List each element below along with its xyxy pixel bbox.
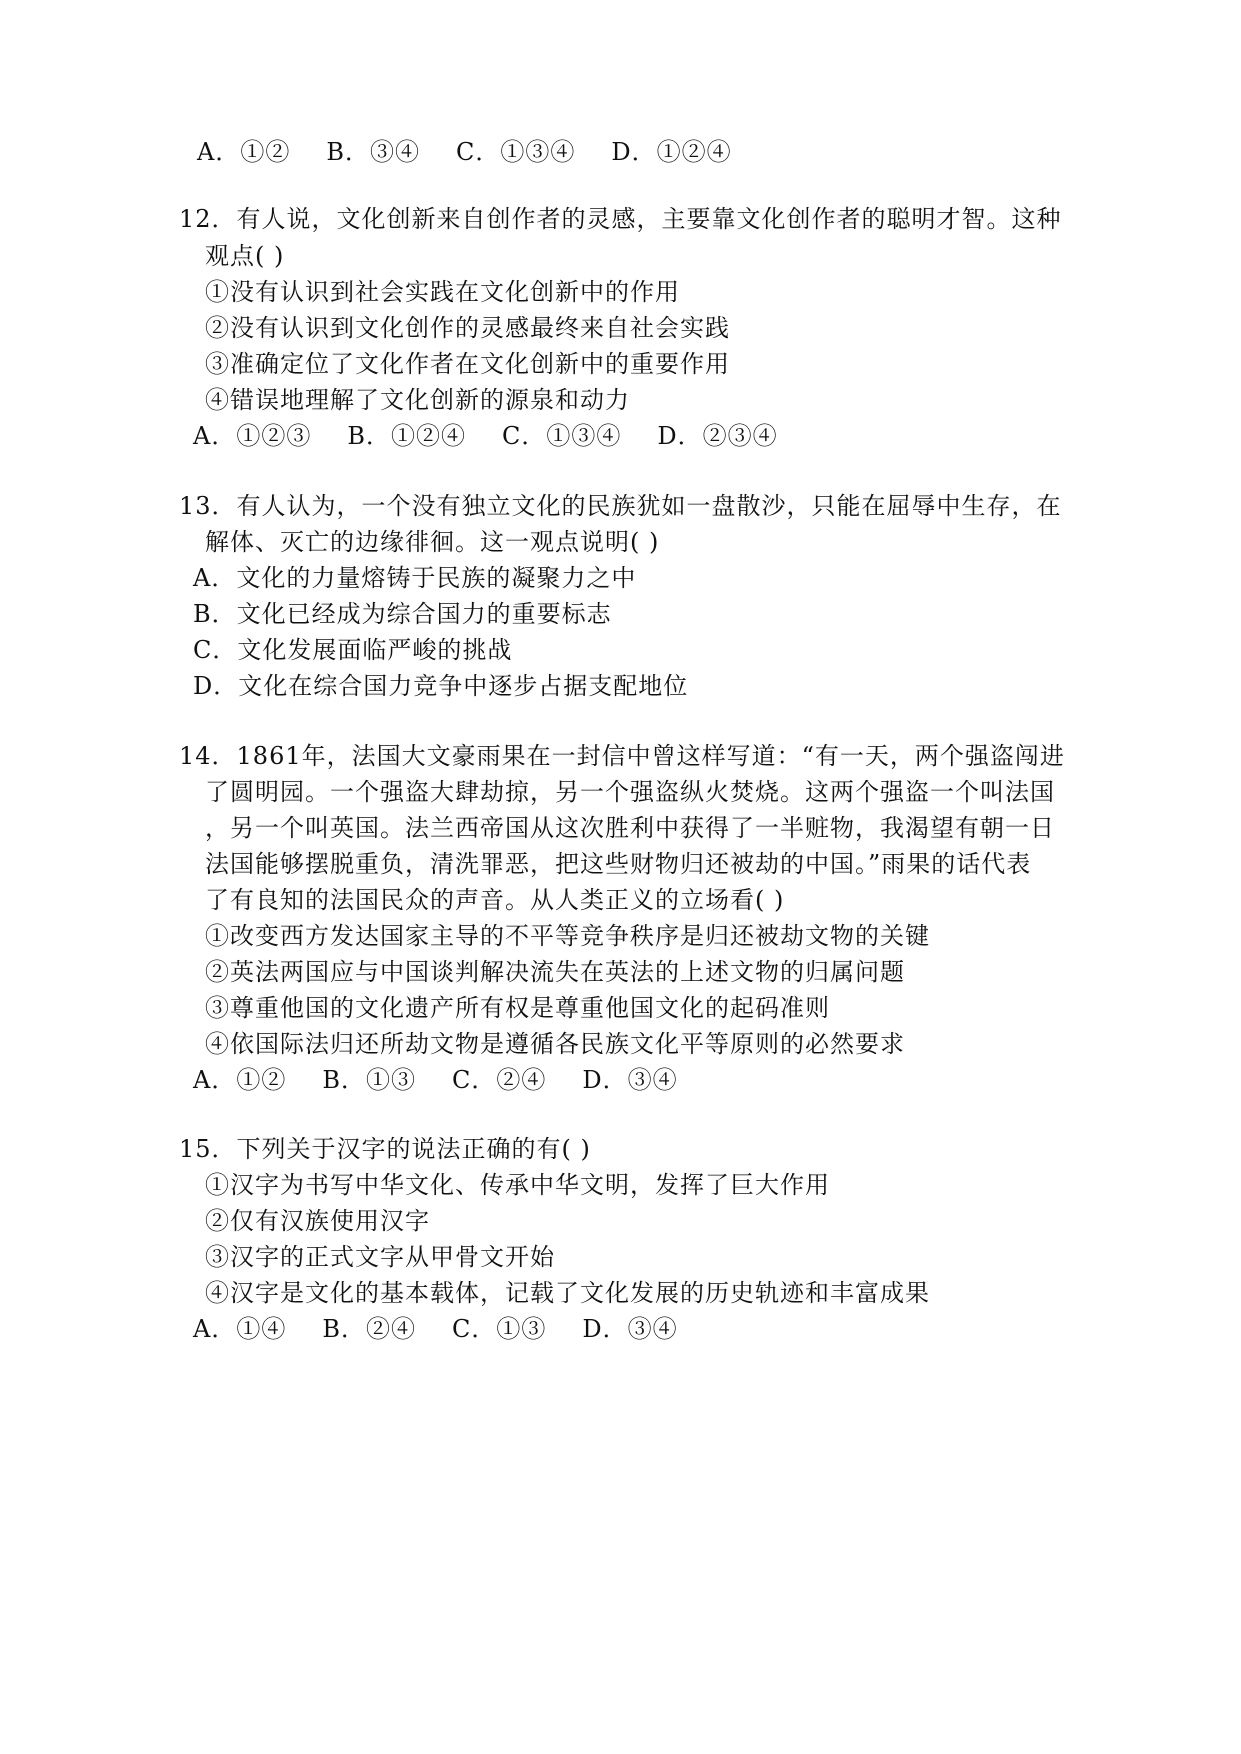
q14-option-a: A．①② — [193, 1066, 287, 1094]
q15-option-d: D．③④ — [582, 1315, 678, 1343]
q14-options — [193, 1064, 678, 1096]
q12-options — [193, 420, 778, 452]
q13-option-a: A．文化的力量熔铸于民族的凝聚力之中 — [193, 564, 637, 592]
q14-item-1: ①改变西方发达国家主导的不平等竞争秩序是归还被劫文物的关键 — [205, 922, 930, 950]
q15-option-a: A．①④ — [193, 1315, 287, 1343]
q13-stem-line-1: 13．有人认为，一个没有独立文化的民族犹如一盘散沙，只能在屈辱中生存，在 — [179, 492, 1062, 520]
q12-stem-line-2: 观点( ) — [205, 242, 285, 270]
q14-item-2: ②英法两国应与中国谈判解决流失在英法的上述文物的归属问题 — [205, 958, 905, 986]
q15-item-4: ④汉字是文化的基本载体，记载了文化发展的历史轨迹和丰富成果 — [205, 1279, 930, 1307]
q15-option-b: B．②④ — [322, 1315, 416, 1343]
q12-option-c: C．①③④ — [501, 422, 622, 450]
q12-stem-line-1: 12．有人说，文化创新来自创作者的灵感，主要靠文化创作者的聪明才智。这种 — [179, 205, 1062, 233]
q14-stem-line-1: 14．1861年，法国大文豪雨果在一封信中曾这样写道：“有一天，两个强盗闯进 — [179, 742, 1065, 770]
q14-option-c: C．②④ — [451, 1066, 547, 1094]
q13-stem-line-2: 解体、灭亡的边缘徘徊。这一观点说明( ) — [205, 528, 660, 556]
q12-option-d: D．②③④ — [657, 422, 778, 450]
q12-item-2: ②没有认识到文化创作的灵感最终来自社会实践 — [205, 314, 730, 342]
q13-option-d: D．文化在综合国力竞争中逐步占据支配地位 — [193, 672, 689, 700]
q14-option-b: B．①③ — [322, 1066, 416, 1094]
q11-option-d: D．①②④ — [611, 138, 732, 166]
q14-stem-line-4: 法国能够摆脱重负，清洗罪恶，把这些财物归还被劫的中国。”雨果的话代表 — [205, 850, 1032, 878]
q15-options — [193, 1313, 678, 1345]
q15-item-2: ②仅有汉族使用汉字 — [205, 1207, 430, 1235]
q14-stem-line-5: 了有良知的法国民众的声音。从人类正义的立场看( ) — [205, 886, 785, 914]
q15-item-3: ③汉字的正式文字从甲骨文开始 — [205, 1243, 555, 1271]
q15-item-1: ①汉字为书写中华文化、传承中华文明，发挥了巨大作用 — [205, 1171, 830, 1199]
q15-option-c: C．①③ — [451, 1315, 547, 1343]
q11-option-c: C．①③④ — [455, 138, 576, 166]
q13-option-c: C．文化发展面临严峻的挑战 — [193, 636, 513, 664]
q14-item-3: ③尊重他国的文化遗产所有权是尊重他国文化的起码准则 — [205, 994, 830, 1022]
q12-option-b: B．①②④ — [347, 422, 466, 450]
q12-item-4: ④错误地理解了文化创新的源泉和动力 — [205, 386, 630, 414]
q12-item-3: ③准确定位了文化作者在文化创新中的重要作用 — [205, 350, 730, 378]
q12-item-1: ①没有认识到社会实践在文化创新中的作用 — [205, 278, 680, 306]
q14-option-d: D．③④ — [582, 1066, 678, 1094]
q11-options — [197, 136, 732, 168]
q12-option-a: A．①②③ — [193, 422, 312, 450]
q14-stem-line-3: ，另一个叫英国。法兰西帝国从这次胜利中获得了一半赃物，我渴望有朝一日 — [205, 814, 1055, 842]
q14-item-4: ④依国际法归还所劫文物是遵循各民族文化平等原则的必然要求 — [205, 1030, 905, 1058]
q15-stem-line-1: 15．下列关于汉字的说法正确的有( ) — [179, 1135, 591, 1163]
q13-option-b: B．文化已经成为综合国力的重要标志 — [193, 600, 612, 628]
q11-option-b: B．③④ — [326, 138, 420, 166]
q11-option-a: A．①② — [197, 138, 291, 166]
q14-stem-line-2: 了圆明园。一个强盗大肆劫掠，另一个强盗纵火焚烧。这两个强盗一个叫法国 — [205, 778, 1055, 806]
